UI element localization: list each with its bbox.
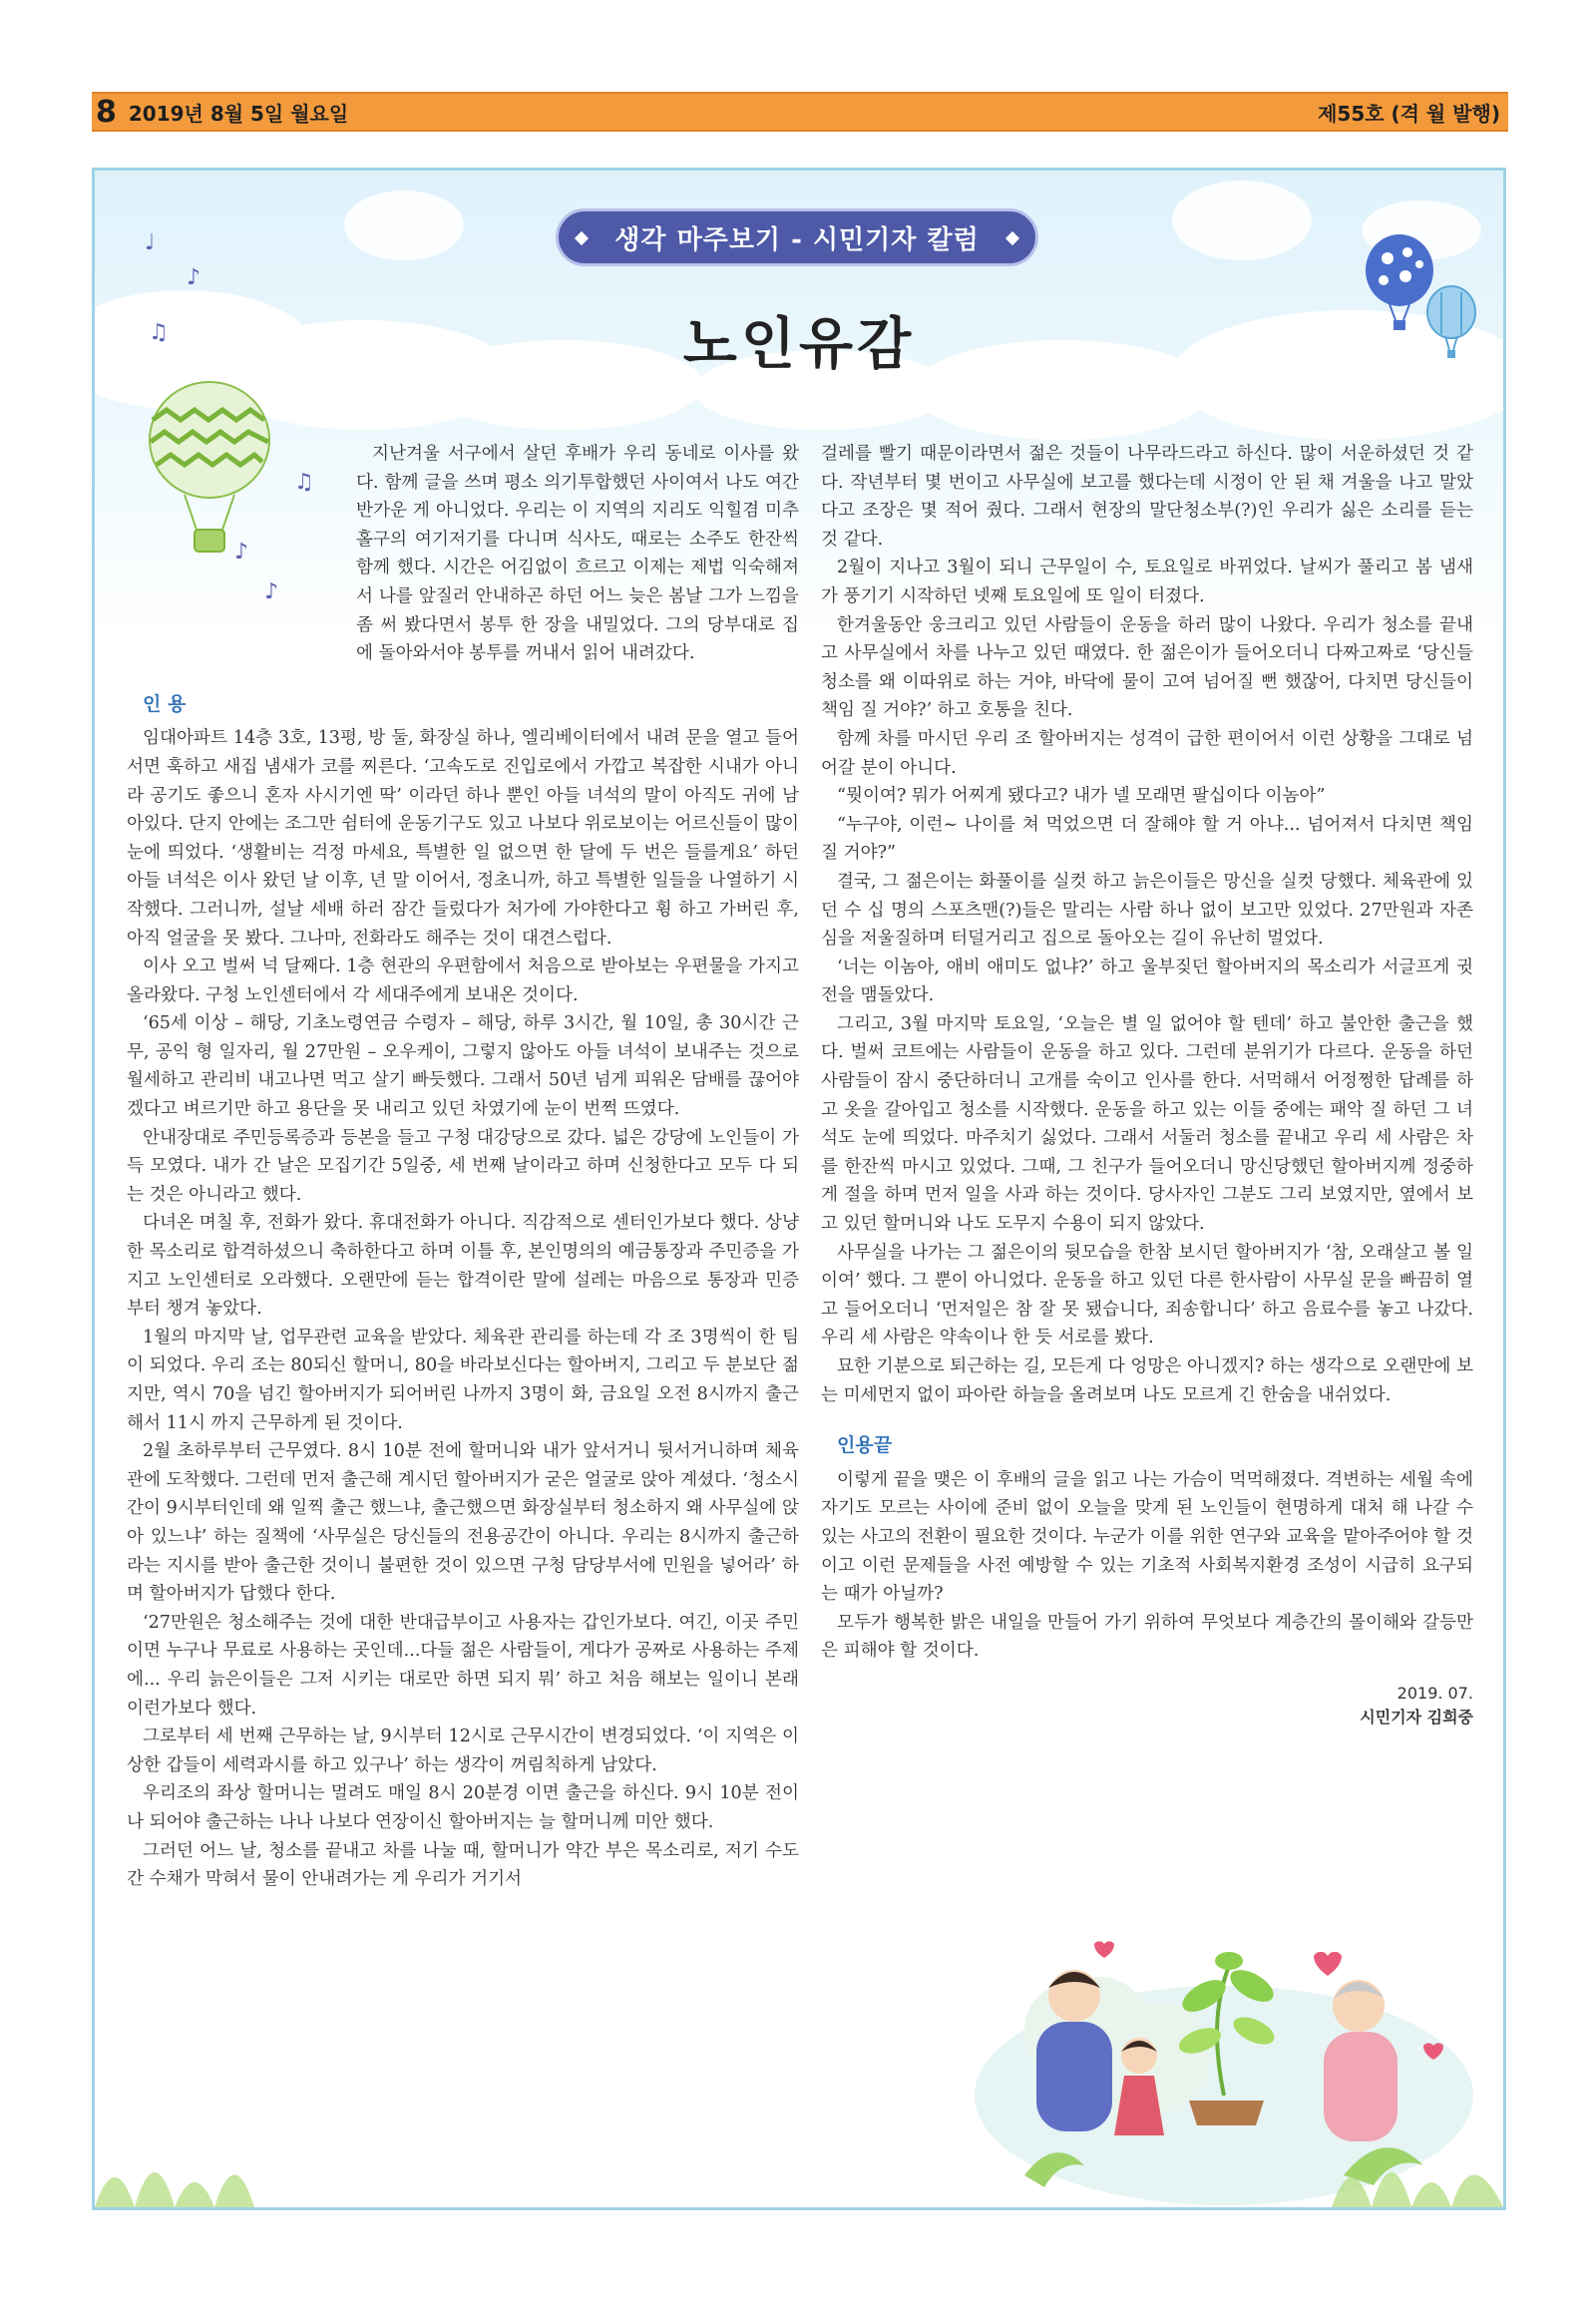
paragraph: “뭣이여? 뭐가 어찌게 됐다고? 내가 넬 모래면 팔십이다 이놈아” <box>837 786 1326 807</box>
paragraph: ‘27만원은 청소해주는 것에 대한 반대급부이고 사용자는 갑인가보다. 여긴, 이곳 주민이면 누구나 무료로 사용하는 곳인데...다들 젊은 사람들이, 게다가 공짜로 사용하는 주제에... 우리 늙은이들은 그저 시키는 대로만 하면 되지 뭐’ 하고 처음 해보는 일이니 본래 이런가보다 했다. <box>127 1612 799 1719</box>
paragraph: 다녀온 며칠 후, 전화가 왔다. 휴대전화가 아니다. 직감적으로 센터인가보다 했다. 상냥한 목소리로 합격하셨으니 축하한다고 하며 이틀 후, 본인명의의 예금통장과 주민증을 가지고 노인센터로 오라했다. 오랜만에 듣는 합격이란 말에 설레는 마음으로 통장과 민증 부터 챙겨 놓았다. <box>127 1213 799 1320</box>
float-spacer <box>127 440 356 649</box>
paragraph: 걸레를 빨기 때문이라면서 젊은 것들이 나무라드라고 하신다. 많이 서운하셨던 것 같다. 작년부터 몇 번이고 사무실에 보고를 했다는데 시정이 안 된 채 겨울을 나고 말았다고 조장은 몇 적어 줬다. 그래서 현장의 말단청소부(?)인 우리가 싫은 소리를 듣는 것 같다. <box>821 444 1473 550</box>
column-banner <box>556 208 1038 266</box>
paragraph: 함께 차를 마시던 우리 조 할아버지는 성격이 급한 편이어서 이런 상황을 그대로 넘어갈 분이 아니다. <box>821 728 1473 778</box>
issue-number: 제55호 (격 월 발행) <box>1318 101 1500 126</box>
column-banner-label: 생각 마주보기 - 시민기자 칼럼 <box>614 224 980 255</box>
paragraph: 사무실을 나가는 그 젊은이의 뒷모습을 한참 보시던 할아버지가 ‘참, 오래살고 볼 일이여’ 했다. 그 뿐이 아니었다. 운동을 하고 있던 다른 한사람이 사무실 문을 빠끔히 열고 들어오더니 ‘먼저일은 참 잘 못 됐습니다, 죄송합니다’ 하고 음료수를 놓고 나갔다. 우리 세 사람은 약속이나 한 듯 서로를 봤다. <box>821 1242 1473 1348</box>
music-note-icon: ♪ <box>187 265 201 290</box>
diamond-icon <box>1005 231 1019 245</box>
paragraph: 안내장대로 주민등록증과 등본을 들고 구청 대강당으로 갔다. 넓은 강당에 노인들이 가득 모였다. 내가 간 날은 모집기간 5일중, 세 번째 날이라고 하며 신청한다고 모두 다 되는 것은 아니라고 했다. <box>127 1127 799 1205</box>
quote-end-heading: 인용끝 <box>837 1434 893 1457</box>
paragraph: 2월이 지나고 3월이 되니 근무일이 수, 토요일로 바뀌었다. 날씨가 풀리고 봄 냄새가 풍기기 시작하던 넷째 토요일에 또 일이 터졌다. <box>821 558 1473 606</box>
paragraph: “누구야, 이런~ 나이를 쳐 먹었으면 더 잘해야 할 거 아냐... 넘어져서 다치면 책임질 거야?” <box>821 814 1473 864</box>
page-header <box>92 92 1508 132</box>
article-title: 노인유감 <box>682 312 916 377</box>
paragraph: 그리고, 3월 마지막 토요일, ‘오늘은 별 일 없어야 할 텐데’ 하고 불안한 출근을 했다. 벌써 코트에는 사람들이 운동을 하고 있다. 그런데 분위기가 다르다. 운동을 하던 사람들이 잠시 중단하더니 고개를 숙이고 인사를 한다. 서먹해서 어정쩡한 답례를 하고 옷을 갈아입고 청소를 시작했다. 운동을 하고 있는 이들 중에는 패악 질 하던 그 녀석도 눈에 띄었다. 마주치기 싫었다. 그래서 서둘러 청소를 끝내고 우리 세 사람은 차를 한잔씩 마시고 있었다. 그때, 그 친구가 들어오더니 망신당했던 할아버지께 정중하게 절을 하며 먼저 일을 사과 하는 것이다. 당사자인 그분도 그리 보였지만, 옆에서 보고 있던 할머니와 나도 도무지 수용이 되지 않았다. <box>821 1013 1473 1235</box>
paragraph: 임대아파트 14층 3호, 13평, 방 둘, 화장실 하나, 엘리베이터에서 내려 문을 열고 들어서면 훅하고 새집 냄새가 코를 찌른다. ‘고속도로 진입로에서 가깝고 복잡한 시내가 아니라 공기도 좋으니 혼자 사시기엔 딱’ 이라던 하나 뿐인 아들 녀석의 말이 아직도 귀에 남아있다. 단지 안에는 조그만 쉼터에 운동기구도 있고 나보다 위로보이는 어르신들이 많이 눈에 띄었다. ‘생활비는 걱정 마세요, 특별한 일 없으면 한 달에 두 번은 들를게요’ 하던 아들 녀석은 이사 왔던 날 이후, 년 말 이어서, 정초니까, 하고 특별한 일들을 나열하기 시작했다. 그러니까, 설날 세배 하러 잠간 들렀다가 처가에 가야한다고 휭 하고 가버린 후, 아직 얼굴을 못 봤다. 그나마, 전화라도 해주는 것이 대견스럽다. <box>127 728 799 949</box>
paragraph: 1월의 마지막 날, 업무관련 교육을 받았다. 체육관 관리를 하는데 각 조 3명씩이 한 팀이 되었다. 우리 조는 80되신 할머니, 80을 바라보신다는 할아버지, 그리고 두 분보단 젊지만, 역시 70을 넘긴 할아버지가 되어버린 나까지 3명이 화, 금요일 오전 8시까지 출근해서 11시 까지 근무하게 된 것이다. <box>127 1327 799 1433</box>
column-frame <box>92 168 1506 2210</box>
music-note-icon: ♫ <box>294 470 314 495</box>
paragraph: 한겨울동안 웅크리고 있던 사람들이 운동을 하러 많이 나왔다. 우리가 청소를 끝내고 사무실에서 차를 나누고 있던 때였다. 한 젊은이가 들어오더니 다짜고짜로 ‘당신들 청소를 왜 이따위로 하는 거야, 바닥에 물이 고여 넘어질 뻔 했잖어, 다치면 당신들이 책임 질 거야?’ 하고 호통을 친다. <box>821 614 1473 721</box>
paragraph: 그로부터 세 번째 근무하는 날, 9시부터 12시로 근무시간이 변경되었다. ‘이 지역은 이상한 갑들이 세력과시를 하고 있구나’ 하는 생각이 꺼림칙하게 남았다. <box>127 1726 799 1775</box>
article-column-left <box>127 440 799 1894</box>
issue-date: 2019년 8월 5일 월요일 <box>128 101 349 126</box>
signature <box>821 1682 1473 1729</box>
music-note-icon: ♪ <box>264 579 279 604</box>
paragraph: 우리조의 좌상 할머니는 멀려도 매일 8시 20분경 이면 출근을 하신다. 9시 10분 전이나 되어야 출근하는 나나 나보다 연장이신 할아버지는 늘 할머니께 미안 했다. <box>127 1783 799 1832</box>
paragraph: ‘너는 이놈아, 애비 애미도 없냐?’ 하고 울부짖던 할아버지의 목소리가 서글프게 귓전을 맴돌았다. <box>821 957 1473 1006</box>
grass-decoration <box>95 2127 1503 2207</box>
music-note-icon: ♪ <box>234 540 249 565</box>
paragraph: 묘한 기분으로 퇴근하는 길, 모든게 다 엉망은 아니겠지? 하는 생각으로 오랜만에 보는 미세먼지 없이 파아란 하늘을 올려보며 나도 모르게 긴 한숨을 내쉬었다. <box>821 1356 1473 1405</box>
paragraph: 이렇게 끝을 맺은 이 후배의 글을 읽고 나는 가슴이 먹먹해졌다. 격변하는 세월 속에 자기도 모르는 사이에 준비 없이 오늘을 맞게 된 노인들이 현명하게 대처 해 나갈 수 있는 사고의 전환이 필요한 것이다. 누군가 이를 위한 연구와 교육을 맡아주어야 할 것이고 이런 문제들을 사전 예방할 수 있는 기초적 사회복지환경 조성이 시급히 요구되는 때가 아닐까? <box>821 1469 1473 1605</box>
paragraph: 그러던 어느 날, 청소를 끝내고 차를 나눌 때, 할머니가 약간 부은 목소리로, 저기 수도 간 수채가 막혀서 물이 안내려가는 게 우리가 거기서 <box>127 1840 799 1890</box>
paragraph: 2월 초하루부터 근무였다. 8시 10분 전에 할머니와 내가 앞서거니 뒷서거니하며 체육관에 도착했다. 그런데 먼저 출근해 계시던 할아버지가 굳은 얼굴로 앉아 계셨다. ‘청소시간이 9시부터인데 왜 일찍 출근 했느냐, 출근했으면 화장실부터 청소하지 왜 사무실에 앉아 있느냐’ 하는 질책에 ‘사무실은 당신들의 전용공간이 아니다. 우리는 8시까지 출근하라는 지시를 받아 출근한 것이니 불편한 것이 있으면 구청 담당부서에 민원을 넣어라’ 하며 할아버지가 답했다 한다. <box>127 1441 799 1605</box>
paragraph: ‘65세 이상 – 해당, 기초노령연금 수령자 – 해당, 하루 3시간, 월 10일, 총 30시간 근무, 공익 형 일자리, 월 27만원 – 오우케이, 그렇지 않아도 아들 녀석이 보내주는 것으로 월세하고 관리비 내고나면 먹고 살기 빠듯했다. 그래서 50년 넘게 피워온 담배를 끊어야겠다고 벼르기만 하고 용단을 못 내리고 있던 차였기에 눈이 번쩍 뜨였다. <box>127 1013 799 1120</box>
music-note-icon: ♩ <box>145 230 156 255</box>
article-column-right <box>821 440 1473 1729</box>
paragraph: 모두가 행복한 밝은 내일을 만들어 가기 위하여 무엇보다 계층간의 몰이해와 갈등만은 피해야 할 것이다. <box>821 1612 1473 1662</box>
music-note-icon: ♫ <box>149 320 169 345</box>
paragraph: 이사 오고 벌써 넉 달째다. 1층 현관의 우편함에서 처음으로 받아보는 우편물을 가지고 올라왔다. 구청 노인센터에서 각 세대주에게 보내온 것이다. <box>127 957 799 1005</box>
signature-name: 시민기자 김희중 <box>1360 1707 1473 1726</box>
signature-date: 2019. 07. <box>1396 1683 1473 1703</box>
diamond-icon <box>575 231 589 245</box>
quote-heading: 인 용 <box>143 692 187 715</box>
page-number: 8 <box>96 94 117 130</box>
paragraph: 결국, 그 젊은이는 화풀이를 실컷 하고 늙은이들은 망신을 실컷 당했다. 체육관에 있던 수 십 명의 스포츠맨(?)들은 말리는 사람 하나 없이 보고만 있었다. 27만원과 자존심을 저울질하며 터덜거리고 집으로 돌아오는 길이 유난히 멀었다. <box>821 871 1473 950</box>
intro-paragraph: 지난겨울 서구에서 살던 후배가 우리 동네로 이사를 왔다. 함께 글을 쓰며 평소 의기투합했던 사이여서 나도 여간 반가운 게 아니었다. 우리는 이 지역의 지리도 익힐겸 미추홀구의 여기저기를 다니며 식사도, 때로는 소주도 한잔씩 함께 했다. 시간은 어김없이 흐르고 이제는 제법 익숙해져서 나를 앞질러 안내하곤 하던 어느 늦은 봄날 그가 느낌을 좀 써 봤다면서 봉투 한 장을 내밀었다. 그의 당부대로 집에 돌아와서야 봉투를 꺼내서 읽어 내려갔다. <box>356 444 800 664</box>
